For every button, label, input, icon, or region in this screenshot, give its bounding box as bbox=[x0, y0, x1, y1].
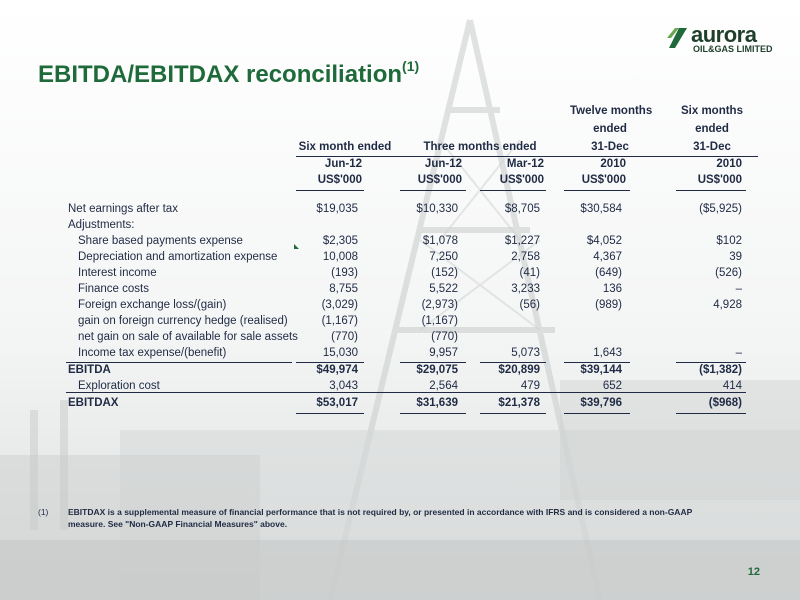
cell-value: 15,030 bbox=[322, 347, 358, 359]
cell-value: (649) bbox=[595, 267, 622, 279]
row-label: Exploration cost bbox=[78, 380, 160, 392]
cell-value: (152) bbox=[431, 267, 458, 279]
cell-value: $4,052 bbox=[586, 235, 622, 247]
cell-value: (526) bbox=[715, 267, 742, 279]
col-header-line1: Six months bbox=[681, 105, 743, 117]
row-label: gain on foreign currency hedge (realised) bbox=[78, 315, 288, 327]
cell-value: $20,899 bbox=[498, 364, 540, 376]
header-underline bbox=[400, 190, 466, 191]
header-underline bbox=[296, 190, 364, 191]
col-header-group: 31-Dec bbox=[591, 141, 629, 153]
row-label: Income tax expense/(benefit) bbox=[78, 347, 227, 359]
subtotal-rule bbox=[564, 362, 630, 363]
cell-value: (193) bbox=[331, 267, 358, 279]
total-double-rule bbox=[480, 413, 546, 414]
cell-value: $39,144 bbox=[580, 364, 622, 376]
col-header-group: Six month ended bbox=[298, 141, 392, 153]
cell-value: 7,250 bbox=[429, 251, 458, 263]
page-title-text: EBITDA/EBITDAX reconciliation bbox=[38, 61, 403, 88]
header-underline bbox=[480, 190, 546, 191]
subtotal-rule bbox=[400, 362, 466, 363]
row-label: Adjustments: bbox=[68, 219, 135, 231]
cell-value: $21,378 bbox=[498, 397, 540, 409]
page-title-footnote-ref: (1) bbox=[402, 58, 420, 74]
cell-value: (2,973) bbox=[421, 299, 458, 311]
subtotal-rule bbox=[66, 362, 292, 363]
cell-value: $31,639 bbox=[416, 397, 458, 409]
row-label: Interest income bbox=[78, 267, 157, 279]
row-label: Finance costs bbox=[78, 283, 149, 295]
col-header-period: Jun-12 bbox=[424, 158, 462, 170]
row-label-ebitda: EBITDA bbox=[68, 364, 111, 376]
cell-value: (989) bbox=[595, 299, 622, 311]
subtotal-rule bbox=[480, 362, 546, 363]
col-header-period: Mar-12 bbox=[506, 158, 544, 170]
cell-value: 3,233 bbox=[511, 283, 540, 295]
header-rule bbox=[296, 156, 758, 157]
subtotal-rule bbox=[676, 362, 746, 363]
logo-wordmark: aurora bbox=[691, 22, 757, 47]
row-label-ebitdax: EBITDAX bbox=[68, 397, 119, 409]
cell-value: – bbox=[735, 283, 742, 295]
cell-value: $39,796 bbox=[580, 397, 622, 409]
col-header-period: 2010 bbox=[716, 158, 742, 170]
row-label: net gain on sale of available for sale assets bbox=[78, 331, 298, 343]
col-header-unit: US$'000 bbox=[499, 174, 544, 186]
row-label: Net earnings after tax bbox=[68, 203, 178, 215]
cell-value: $29,075 bbox=[416, 364, 458, 376]
cell-value: $1,078 bbox=[422, 235, 458, 247]
header-underline bbox=[564, 190, 630, 191]
cell-value: 2,758 bbox=[511, 251, 540, 263]
cell-value: 5,522 bbox=[429, 283, 458, 295]
cell-value: $2,305 bbox=[322, 235, 358, 247]
cell-value: ($5,925) bbox=[699, 203, 742, 215]
cell-value: $1,227 bbox=[504, 235, 540, 247]
cell-value: 479 bbox=[520, 380, 540, 392]
cell-value: (3,029) bbox=[321, 299, 358, 311]
col-header-period: 2010 bbox=[600, 158, 626, 170]
total-double-rule bbox=[676, 413, 746, 414]
total-rule bbox=[66, 392, 746, 393]
col-header-line1: Twelve months bbox=[570, 105, 653, 117]
row-label: Depreciation and amortization expense bbox=[78, 251, 278, 263]
col-header-line2: ended bbox=[593, 123, 627, 135]
cell-value: (1,167) bbox=[421, 315, 458, 327]
cell-value: 10,008 bbox=[322, 251, 358, 263]
cell-value: (770) bbox=[331, 331, 358, 343]
cell-value: – bbox=[735, 347, 742, 359]
cell-value: 1,643 bbox=[593, 347, 622, 359]
cell-value: $19,035 bbox=[316, 203, 358, 215]
cell-value: (770) bbox=[431, 331, 458, 343]
cell-value: $49,974 bbox=[316, 364, 358, 376]
row-label: Share based payments expense bbox=[78, 235, 243, 247]
cell-value: $8,705 bbox=[504, 203, 540, 215]
footnote-number: (1) bbox=[38, 507, 49, 517]
cell-value: (56) bbox=[519, 299, 540, 311]
cell-value: 8,755 bbox=[329, 283, 358, 295]
total-double-rule bbox=[400, 413, 466, 414]
cell-value: $10,330 bbox=[416, 203, 458, 215]
col-header-period: Jun-12 bbox=[324, 158, 362, 170]
col-header-line2: ended bbox=[695, 123, 729, 135]
cell-value: $102 bbox=[716, 235, 742, 247]
cell-value: ($1,382) bbox=[699, 364, 742, 376]
cell-value: 136 bbox=[602, 283, 622, 295]
cell-value: 4,928 bbox=[713, 299, 742, 311]
col-header-unit: US$'000 bbox=[417, 174, 462, 186]
col-header-group: 31-Dec bbox=[693, 141, 731, 153]
cell-value: (41) bbox=[519, 267, 540, 279]
total-double-rule bbox=[564, 413, 630, 414]
subtotal-rule bbox=[296, 362, 364, 363]
cell-value: $53,017 bbox=[316, 397, 358, 409]
cell-value: 652 bbox=[602, 380, 622, 392]
cell-value: 4,367 bbox=[593, 251, 622, 263]
cell-value: $30,584 bbox=[580, 203, 622, 215]
cell-value: 9,957 bbox=[429, 347, 458, 359]
cell-value: 3,043 bbox=[329, 380, 358, 392]
cell-value: 2,564 bbox=[429, 380, 458, 392]
cell-value: 414 bbox=[722, 380, 742, 392]
col-header-unit: US$'000 bbox=[581, 174, 626, 186]
col-header-unit: US$'000 bbox=[317, 174, 362, 186]
header-underline bbox=[676, 190, 746, 191]
cell-value: (1,167) bbox=[321, 315, 358, 327]
total-double-rule bbox=[296, 413, 364, 414]
footnote-text: EBITDAX is a supplemental measure of financial performance that is not required by, or presented in accordance with IFRS and is considered a non-GAAP measure. See "Non-GAAP Financial Measures" above. bbox=[68, 507, 693, 529]
col-header-group: Three months ended bbox=[423, 141, 537, 153]
page-number: 12 bbox=[747, 566, 760, 578]
logo-subtitle: OIL&GAS LIMITED bbox=[693, 44, 773, 54]
cell-value: 5,073 bbox=[511, 347, 540, 359]
col-header-unit: US$'000 bbox=[697, 174, 742, 186]
cell-value: ($968) bbox=[708, 397, 742, 409]
cell-value: 39 bbox=[729, 251, 742, 263]
row-label: Foreign exchange loss/(gain) bbox=[78, 299, 227, 311]
cell-marker-icon bbox=[294, 244, 299, 249]
